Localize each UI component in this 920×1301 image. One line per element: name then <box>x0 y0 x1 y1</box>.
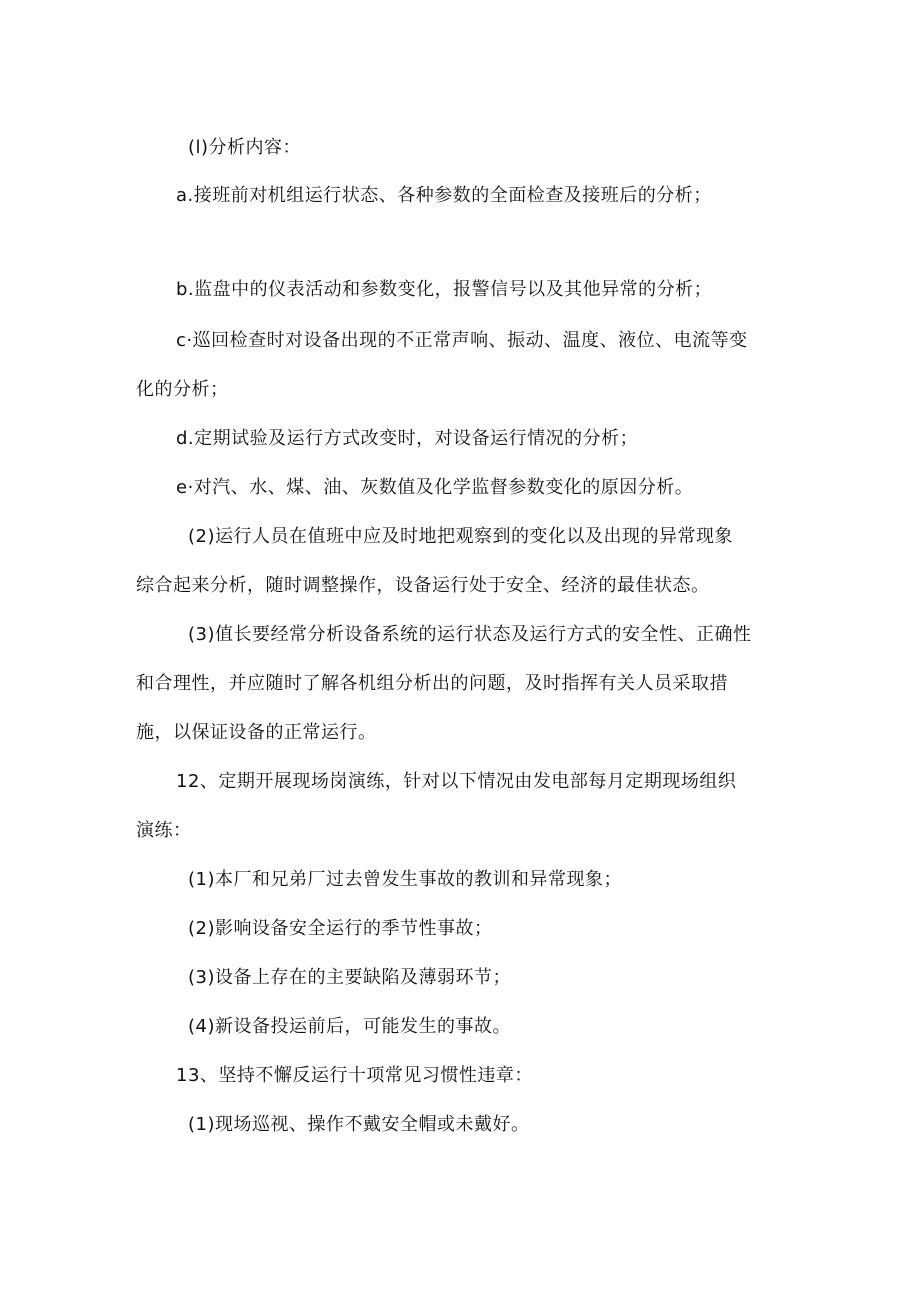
item-d-text: d.定期试验及运行方式改变时，对设备运行情况的分析； <box>176 428 639 449</box>
item-e-text: e·对汽、水、煤、油、灰数值及化学监督参数变化的原因分析。 <box>176 477 694 498</box>
item-b-text: b.监盘中的仪表活动和参数变化，报警信号以及其他异常的分析； <box>176 279 713 300</box>
item-c-text-line2: 化的分析； <box>136 379 229 400</box>
point-2-line2: 综合起来分析，随时调整操作，设备运行处于安全、经济的最佳状态。 <box>136 575 710 596</box>
drill-item-2: (2)影响设备安全运行的季节性事故； <box>188 918 493 939</box>
section-13-heading: 13、坚持不懈反运行十项常见习惯性违章： <box>176 1065 533 1086</box>
drill-item-3: (3)设备上存在的主要缺陷及薄弱环节； <box>188 967 511 988</box>
violation-item-1: (1)现场巡视、操作不戴安全帽或未戴好。 <box>188 1114 530 1135</box>
section-12-line1: 12、定期开展现场岗演练，针对以下情况由发电部每月定期现场组织 <box>176 771 737 792</box>
section-12-line2: 演练： <box>136 820 192 841</box>
point-3-line2: 和合理性，并应随时了解各机组分析出的问题，及时指挥有关人员采取措 <box>136 673 728 694</box>
drill-item-1: (1)本厂和兄弟厂过去曾发生事故的教训和异常现象； <box>188 869 622 890</box>
point-3-line3: 施，以保证设备的正常运行。 <box>136 722 377 743</box>
point-3-line1: (3)值长要经常分析设备系统的运行状态及运行方式的安全性、正确性 <box>188 624 752 645</box>
drill-item-4: (4)新设备投运前后，可能发生的事故。 <box>188 1016 511 1037</box>
item-c-text-line1: c·巡回检查时对设备出现的不正常声响、振动、温度、液位、电流等变 <box>176 330 748 351</box>
point-2-line1: (2)运行人员在值班中应及时地把观察到的变化以及出现的异常现象 <box>188 526 733 547</box>
item-a-text: a.接班前对机组运行状态、各种参数的全面检查及接班后的分析； <box>176 185 712 206</box>
analysis-content-heading: (l)分析内容： <box>188 137 302 158</box>
